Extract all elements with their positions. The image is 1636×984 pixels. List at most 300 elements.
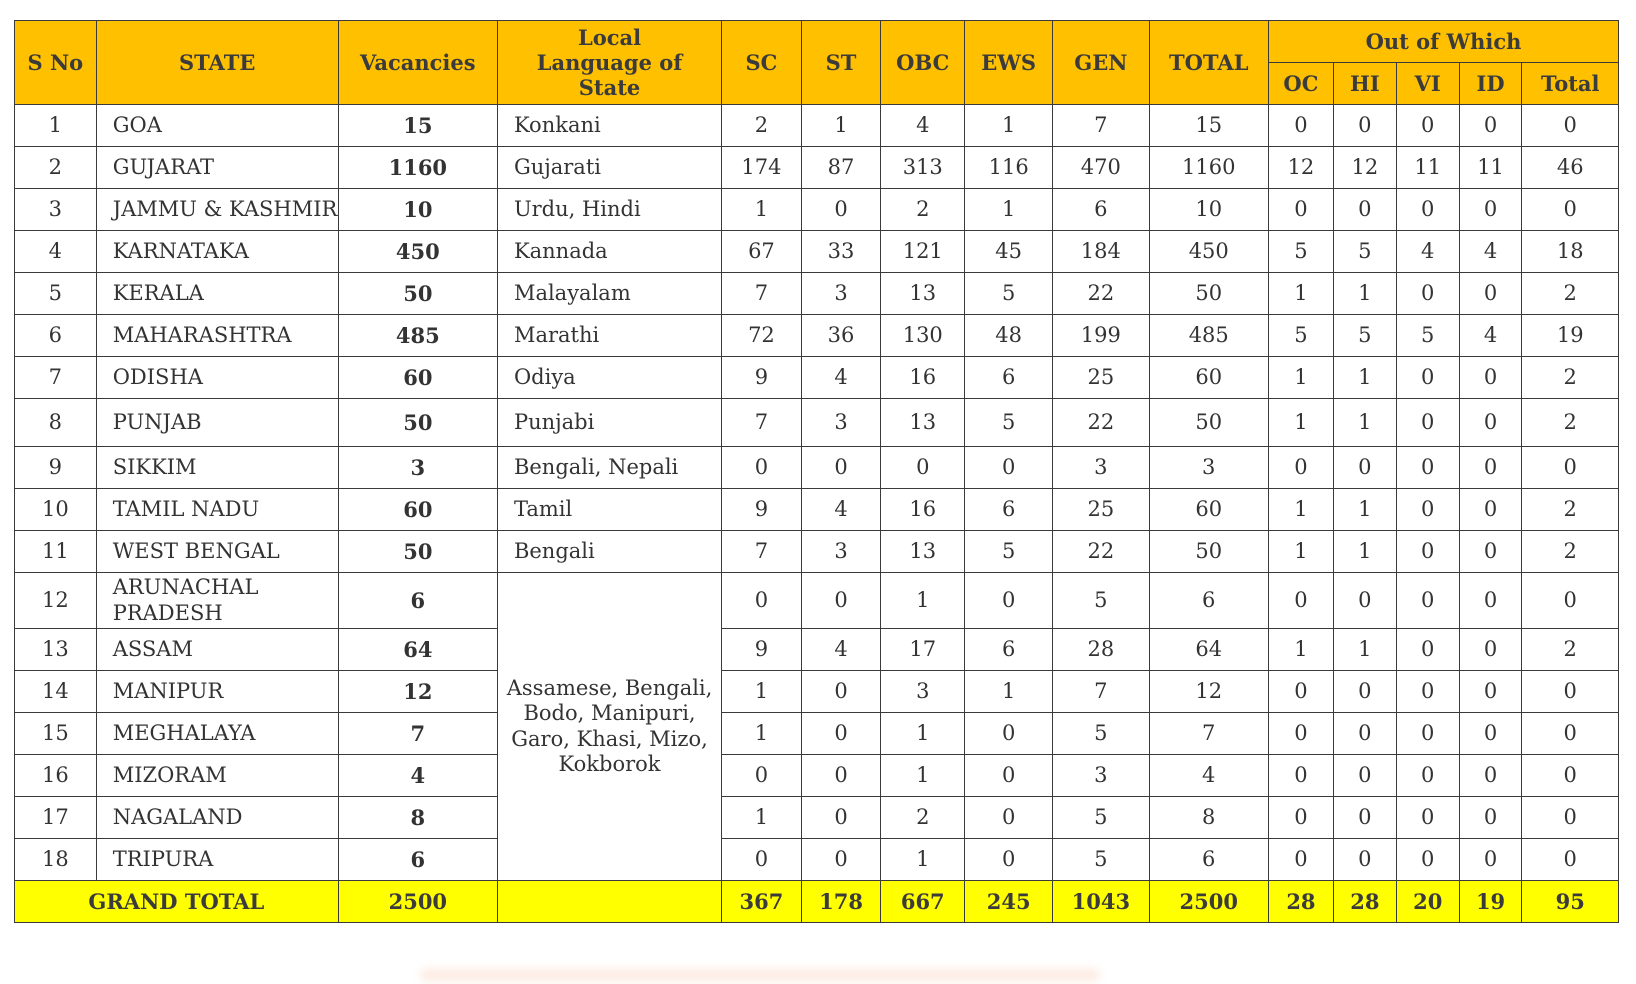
cell-vi: 0 (1396, 189, 1459, 231)
cell-pwd-total: 2 (1522, 629, 1619, 671)
cell-sc: 0 (722, 573, 802, 629)
cell-vacancies: 1160 (338, 147, 497, 189)
cell-oc: 0 (1268, 671, 1333, 713)
cell-vacancies: 485 (338, 315, 497, 357)
cell-s-no: 13 (15, 629, 97, 671)
cell-state: MANIPUR (96, 671, 338, 713)
cell-ews: 5 (965, 531, 1053, 573)
cell-obc: 130 (881, 315, 965, 357)
cell-sc: 9 (722, 629, 802, 671)
cell-oc: 0 (1268, 105, 1333, 147)
cell-hi: 1 (1333, 273, 1396, 315)
cell-vi: 0 (1396, 399, 1459, 447)
cell-pwd-total: 0 (1522, 755, 1619, 797)
grand-total-obc: 667 (881, 881, 965, 923)
cell-language: Kannada (497, 231, 721, 273)
cell-s-no: 7 (15, 357, 97, 399)
table-row (15, 357, 1619, 399)
cell-s-no: 16 (15, 755, 97, 797)
grand-total-vacancies: 2500 (338, 881, 497, 923)
cell-vi: 0 (1396, 671, 1459, 713)
cell-language: Bengali, Nepali (497, 447, 721, 489)
cell-vacancies: 7 (338, 713, 497, 755)
cell-st: 0 (801, 755, 881, 797)
cell-gen: 25 (1053, 489, 1149, 531)
cell-sc: 0 (722, 839, 802, 881)
grand-total-gen: 1043 (1053, 881, 1149, 923)
cell-total: 50 (1149, 273, 1268, 315)
cell-pwd-total: 2 (1522, 399, 1619, 447)
cell-vi: 11 (1396, 147, 1459, 189)
cell-st: 0 (801, 573, 881, 629)
cell-gen: 22 (1053, 273, 1149, 315)
cell-id: 0 (1459, 531, 1522, 573)
cell-id: 0 (1459, 755, 1522, 797)
cell-sc: 1 (722, 713, 802, 755)
cell-oc: 1 (1268, 489, 1333, 531)
scan-shadow (420, 968, 1100, 982)
vacancy-table (14, 20, 1619, 923)
cell-st: 0 (801, 189, 881, 231)
cell-hi: 1 (1333, 531, 1396, 573)
cell-s-no: 10 (15, 489, 97, 531)
cell-vi: 0 (1396, 273, 1459, 315)
cell-st: 0 (801, 713, 881, 755)
cell-state: GOA (96, 105, 338, 147)
cell-vi: 0 (1396, 357, 1459, 399)
cell-language: Malayalam (497, 273, 721, 315)
cell-state: PUNJAB (96, 399, 338, 447)
cell-pwd-total: 0 (1522, 713, 1619, 755)
cell-total: 6 (1149, 839, 1268, 881)
cell-vacancies: 50 (338, 531, 497, 573)
cell-hi: 5 (1333, 315, 1396, 357)
cell-obc: 13 (881, 273, 965, 315)
cell-gen: 6 (1053, 189, 1149, 231)
cell-obc: 16 (881, 357, 965, 399)
cell-obc: 4 (881, 105, 965, 147)
cell-obc: 1 (881, 573, 965, 629)
cell-s-no: 2 (15, 147, 97, 189)
cell-obc: 3 (881, 671, 965, 713)
cell-total: 10 (1149, 189, 1268, 231)
cell-vi: 0 (1396, 797, 1459, 839)
grand-total-ews: 245 (965, 881, 1053, 923)
cell-total: 450 (1149, 231, 1268, 273)
header-vi: VI (1396, 63, 1459, 105)
cell-oc: 1 (1268, 357, 1333, 399)
table-row (15, 231, 1619, 273)
grand-total-pwd-total: 95 (1522, 881, 1619, 923)
cell-hi: 12 (1333, 147, 1396, 189)
cell-ews: 5 (965, 399, 1053, 447)
cell-sc: 9 (722, 489, 802, 531)
cell-vacancies: 6 (338, 839, 497, 881)
cell-sc: 0 (722, 447, 802, 489)
cell-vi: 0 (1396, 755, 1459, 797)
cell-vacancies: 12 (338, 671, 497, 713)
cell-id: 0 (1459, 189, 1522, 231)
cell-state: MIZORAM (96, 755, 338, 797)
table-row (15, 573, 1619, 629)
grand-total-vi: 20 (1396, 881, 1459, 923)
cell-pwd-total: 2 (1522, 489, 1619, 531)
table-row (15, 713, 1619, 755)
cell-gen: 28 (1053, 629, 1149, 671)
cell-vacancies: 50 (338, 399, 497, 447)
cell-state: NAGALAND (96, 797, 338, 839)
cell-id: 0 (1459, 489, 1522, 531)
cell-hi: 0 (1333, 671, 1396, 713)
cell-vacancies: 64 (338, 629, 497, 671)
cell-state: GUJARAT (96, 147, 338, 189)
cell-language: Konkani (497, 105, 721, 147)
grand-total-oc: 28 (1268, 881, 1333, 923)
cell-sc: 7 (722, 399, 802, 447)
cell-ews: 1 (965, 189, 1053, 231)
header-s-no: S No (15, 21, 97, 105)
cell-pwd-total: 2 (1522, 357, 1619, 399)
cell-pwd-total: 18 (1522, 231, 1619, 273)
cell-gen: 22 (1053, 531, 1149, 573)
cell-sc: 174 (722, 147, 802, 189)
cell-vacancies: 450 (338, 231, 497, 273)
cell-oc: 0 (1268, 573, 1333, 629)
cell-pwd-total: 46 (1522, 147, 1619, 189)
cell-state: TAMIL NADU (96, 489, 338, 531)
header-oc: OC (1268, 63, 1333, 105)
cell-s-no: 3 (15, 189, 97, 231)
table-row (15, 189, 1619, 231)
cell-ews: 0 (965, 573, 1053, 629)
cell-vacancies: 60 (338, 489, 497, 531)
cell-st: 0 (801, 797, 881, 839)
table-body (15, 105, 1619, 881)
cell-total: 6 (1149, 573, 1268, 629)
cell-vacancies: 60 (338, 357, 497, 399)
cell-id: 0 (1459, 105, 1522, 147)
header-state: STATE (96, 21, 338, 105)
cell-obc: 16 (881, 489, 965, 531)
cell-hi: 0 (1333, 189, 1396, 231)
table-row (15, 447, 1619, 489)
cell-id: 4 (1459, 231, 1522, 273)
cell-id: 4 (1459, 315, 1522, 357)
cell-ews: 48 (965, 315, 1053, 357)
cell-gen: 184 (1053, 231, 1149, 273)
cell-gen: 3 (1053, 447, 1149, 489)
cell-gen: 25 (1053, 357, 1149, 399)
cell-oc: 0 (1268, 797, 1333, 839)
cell-sc: 0 (722, 755, 802, 797)
cell-st: 3 (801, 531, 881, 573)
cell-id: 0 (1459, 839, 1522, 881)
cell-id: 0 (1459, 713, 1522, 755)
cell-gen: 470 (1053, 147, 1149, 189)
cell-language: Punjabi (497, 399, 721, 447)
cell-st: 0 (801, 447, 881, 489)
header-ews: EWS (965, 21, 1053, 105)
grand-total-label: GRAND TOTAL (15, 881, 339, 923)
cell-obc: 121 (881, 231, 965, 273)
cell-sc: 1 (722, 671, 802, 713)
cell-oc: 1 (1268, 399, 1333, 447)
grand-total-st: 178 (801, 881, 881, 923)
cell-s-no: 18 (15, 839, 97, 881)
cell-s-no: 17 (15, 797, 97, 839)
cell-sc: 9 (722, 357, 802, 399)
cell-gen: 3 (1053, 755, 1149, 797)
cell-s-no: 5 (15, 273, 97, 315)
cell-oc: 0 (1268, 189, 1333, 231)
cell-s-no: 14 (15, 671, 97, 713)
cell-s-no: 8 (15, 399, 97, 447)
cell-ews: 0 (965, 839, 1053, 881)
cell-ews: 116 (965, 147, 1053, 189)
cell-sc: 67 (722, 231, 802, 273)
cell-id: 0 (1459, 273, 1522, 315)
cell-vi: 0 (1396, 105, 1459, 147)
table-row (15, 315, 1619, 357)
cell-total: 64 (1149, 629, 1268, 671)
cell-st: 0 (801, 839, 881, 881)
table-row (15, 105, 1619, 147)
cell-sc: 1 (722, 189, 802, 231)
cell-vi: 4 (1396, 231, 1459, 273)
cell-hi: 1 (1333, 399, 1396, 447)
header-sc: SC (722, 21, 802, 105)
cell-hi: 1 (1333, 357, 1396, 399)
cell-st: 0 (801, 671, 881, 713)
cell-pwd-total: 0 (1522, 105, 1619, 147)
cell-ews: 1 (965, 105, 1053, 147)
cell-s-no: 15 (15, 713, 97, 755)
cell-vacancies: 10 (338, 189, 497, 231)
cell-obc: 2 (881, 189, 965, 231)
cell-language: Gujarati (497, 147, 721, 189)
cell-ews: 0 (965, 755, 1053, 797)
table-row (15, 629, 1619, 671)
cell-oc: 0 (1268, 755, 1333, 797)
cell-sc: 2 (722, 105, 802, 147)
cell-vi: 0 (1396, 489, 1459, 531)
cell-gen: 5 (1053, 573, 1149, 629)
cell-total: 8 (1149, 797, 1268, 839)
cell-id: 0 (1459, 671, 1522, 713)
cell-total: 485 (1149, 315, 1268, 357)
cell-ews: 0 (965, 447, 1053, 489)
cell-vacancies: 15 (338, 105, 497, 147)
grand-total-row (15, 881, 1619, 923)
cell-sc: 7 (722, 531, 802, 573)
cell-id: 0 (1459, 573, 1522, 629)
cell-vacancies: 50 (338, 273, 497, 315)
cell-total: 7 (1149, 713, 1268, 755)
cell-s-no: 1 (15, 105, 97, 147)
table-row (15, 273, 1619, 315)
cell-id: 11 (1459, 147, 1522, 189)
cell-hi: 0 (1333, 755, 1396, 797)
cell-language: Odiya (497, 357, 721, 399)
cell-total: 12 (1149, 671, 1268, 713)
cell-pwd-total: 2 (1522, 531, 1619, 573)
cell-pwd-total: 19 (1522, 315, 1619, 357)
cell-obc: 13 (881, 399, 965, 447)
cell-st: 3 (801, 273, 881, 315)
cell-gen: 5 (1053, 713, 1149, 755)
grand-total-sc: 367 (722, 881, 802, 923)
cell-id: 0 (1459, 447, 1522, 489)
cell-gen: 5 (1053, 797, 1149, 839)
cell-total: 50 (1149, 531, 1268, 573)
header-pwd-total: Total (1522, 63, 1619, 105)
cell-id: 0 (1459, 797, 1522, 839)
grand-total-hi: 28 (1333, 881, 1396, 923)
cell-ews: 6 (965, 629, 1053, 671)
cell-vi: 0 (1396, 629, 1459, 671)
cell-language: Tamil (497, 489, 721, 531)
cell-language-north-east: Assamese, Bengali, Bodo, Manipuri, Garo, Khasi, Mizo, Kokborok (497, 573, 721, 881)
cell-s-no: 4 (15, 231, 97, 273)
cell-pwd-total: 0 (1522, 447, 1619, 489)
cell-st: 36 (801, 315, 881, 357)
cell-state: WEST BENGAL (96, 531, 338, 573)
cell-hi: 0 (1333, 713, 1396, 755)
cell-vi: 0 (1396, 447, 1459, 489)
header-out-of-which: Out of Which (1268, 21, 1618, 63)
cell-vi: 5 (1396, 315, 1459, 357)
header-hi: HI (1333, 63, 1396, 105)
cell-id: 0 (1459, 399, 1522, 447)
cell-pwd-total: 0 (1522, 797, 1619, 839)
cell-ews: 1 (965, 671, 1053, 713)
cell-obc: 1 (881, 713, 965, 755)
table-row (15, 671, 1619, 713)
cell-ews: 6 (965, 357, 1053, 399)
table-row (15, 531, 1619, 573)
cell-ews: 0 (965, 797, 1053, 839)
cell-hi: 0 (1333, 447, 1396, 489)
cell-st: 4 (801, 629, 881, 671)
cell-total: 4 (1149, 755, 1268, 797)
cell-pwd-total: 0 (1522, 189, 1619, 231)
grand-total-total: 2500 (1149, 881, 1268, 923)
cell-total: 15 (1149, 105, 1268, 147)
table-row (15, 755, 1619, 797)
cell-vi: 0 (1396, 839, 1459, 881)
cell-gen: 22 (1053, 399, 1149, 447)
cell-obc: 1 (881, 839, 965, 881)
cell-st: 4 (801, 489, 881, 531)
cell-st: 1 (801, 105, 881, 147)
cell-state: ASSAM (96, 629, 338, 671)
cell-total: 1160 (1149, 147, 1268, 189)
cell-oc: 0 (1268, 839, 1333, 881)
cell-ews: 6 (965, 489, 1053, 531)
table-row (15, 399, 1619, 447)
cell-vacancies: 3 (338, 447, 497, 489)
grand-total-language (497, 881, 721, 923)
cell-total: 60 (1149, 357, 1268, 399)
cell-state: JAMMU & KASHMIR (96, 189, 338, 231)
cell-hi: 0 (1333, 797, 1396, 839)
cell-state: TRIPURA (96, 839, 338, 881)
cell-id: 0 (1459, 629, 1522, 671)
cell-gen: 199 (1053, 315, 1149, 357)
cell-state: ARUNACHAL PRADESH (96, 573, 338, 629)
cell-state: SIKKIM (96, 447, 338, 489)
cell-st: 3 (801, 399, 881, 447)
cell-obc: 2 (881, 797, 965, 839)
cell-s-no: 11 (15, 531, 97, 573)
cell-vi: 0 (1396, 573, 1459, 629)
cell-hi: 5 (1333, 231, 1396, 273)
table-row (15, 147, 1619, 189)
header-total: TOTAL (1149, 21, 1268, 105)
cell-total: 50 (1149, 399, 1268, 447)
cell-ews: 5 (965, 273, 1053, 315)
cell-state: ODISHA (96, 357, 338, 399)
grand-total-id: 19 (1459, 881, 1522, 923)
cell-oc: 0 (1268, 447, 1333, 489)
cell-language: Marathi (497, 315, 721, 357)
cell-s-no: 9 (15, 447, 97, 489)
cell-gen: 7 (1053, 671, 1149, 713)
cell-hi: 0 (1333, 573, 1396, 629)
cell-oc: 5 (1268, 315, 1333, 357)
cell-state: MAHARASHTRA (96, 315, 338, 357)
cell-st: 33 (801, 231, 881, 273)
cell-pwd-total: 0 (1522, 573, 1619, 629)
cell-ews: 45 (965, 231, 1053, 273)
cell-gen: 7 (1053, 105, 1149, 147)
cell-total: 3 (1149, 447, 1268, 489)
cell-sc: 7 (722, 273, 802, 315)
cell-vacancies: 4 (338, 755, 497, 797)
header-id: ID (1459, 63, 1522, 105)
cell-obc: 313 (881, 147, 965, 189)
cell-sc: 1 (722, 797, 802, 839)
cell-oc: 0 (1268, 713, 1333, 755)
cell-hi: 1 (1333, 629, 1396, 671)
cell-obc: 0 (881, 447, 965, 489)
cell-state: KARNATAKA (96, 231, 338, 273)
cell-vi: 0 (1396, 531, 1459, 573)
table-row (15, 797, 1619, 839)
cell-hi: 1 (1333, 489, 1396, 531)
cell-hi: 0 (1333, 839, 1396, 881)
cell-oc: 12 (1268, 147, 1333, 189)
cell-obc: 13 (881, 531, 965, 573)
cell-pwd-total: 0 (1522, 839, 1619, 881)
cell-obc: 1 (881, 755, 965, 797)
cell-hi: 0 (1333, 105, 1396, 147)
cell-pwd-total: 2 (1522, 273, 1619, 315)
header-st: ST (801, 21, 881, 105)
cell-id: 0 (1459, 357, 1522, 399)
cell-s-no: 12 (15, 573, 97, 629)
cell-oc: 1 (1268, 273, 1333, 315)
header-vacancies: Vacancies (338, 21, 497, 105)
cell-s-no: 6 (15, 315, 97, 357)
cell-vacancies: 6 (338, 573, 497, 629)
header-obc: OBC (881, 21, 965, 105)
header-local-language: Local Language of State (497, 21, 721, 105)
header-gen: GEN (1053, 21, 1149, 105)
cell-state: KERALA (96, 273, 338, 315)
cell-total: 60 (1149, 489, 1268, 531)
cell-vi: 0 (1396, 713, 1459, 755)
